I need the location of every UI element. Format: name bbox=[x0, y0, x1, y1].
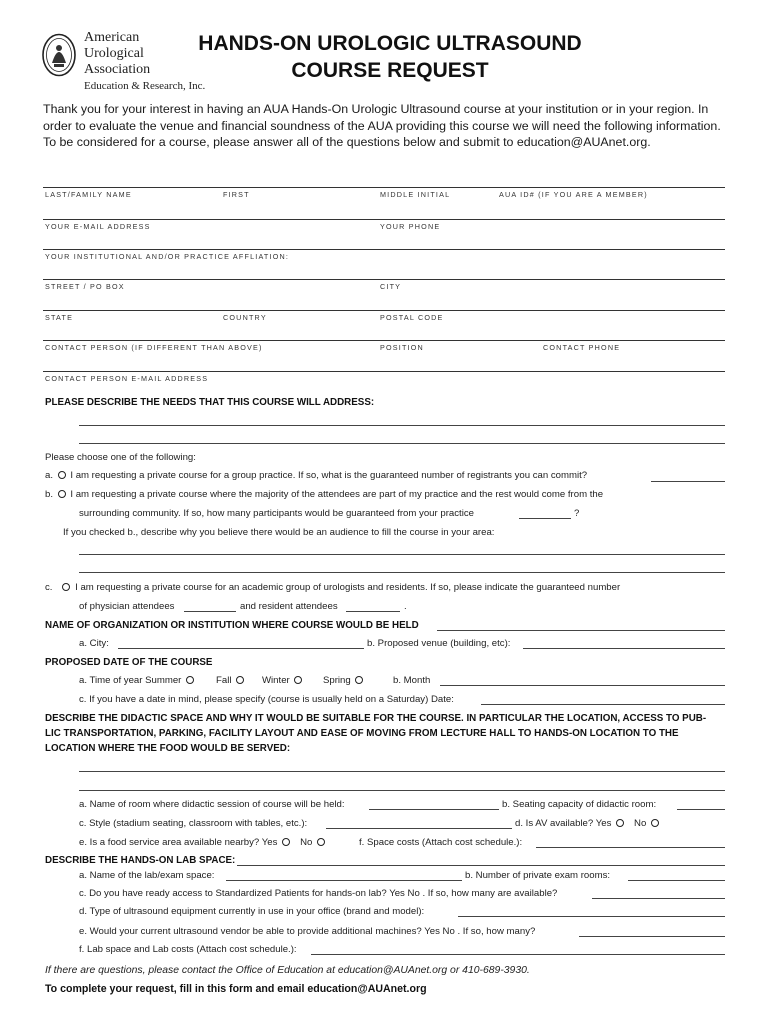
needs-answer-line[interactable] bbox=[79, 443, 725, 444]
date-heading: PROPOSED DATE OF THE COURSE bbox=[45, 657, 213, 668]
contact-email-label: CONTACT PERSON E-MAIL ADDRESS bbox=[45, 374, 209, 383]
equipment-blank[interactable] bbox=[458, 916, 725, 917]
resident-attendees-blank[interactable] bbox=[346, 611, 400, 612]
physician-attendees-label: of physician attendees bbox=[79, 601, 175, 612]
submit-instructions: To complete your request, fill in this form and email education@AUAnet.org bbox=[45, 983, 427, 995]
field-line[interactable] bbox=[43, 279, 725, 280]
aua-seal-icon bbox=[42, 33, 76, 77]
org-city-blank[interactable] bbox=[118, 648, 364, 649]
org-name: American Urological Association bbox=[84, 30, 151, 77]
choose-prompt: Please choose one of the following: bbox=[45, 452, 196, 463]
needs-answer-line[interactable] bbox=[79, 425, 725, 426]
physician-attendees-blank[interactable] bbox=[184, 611, 236, 612]
summer-radio[interactable] bbox=[186, 676, 194, 684]
org-name-blank[interactable] bbox=[437, 630, 725, 631]
field-line[interactable] bbox=[43, 340, 725, 341]
room-name-label: a. Name of room where didactic session of course will be held: bbox=[79, 799, 345, 810]
av-option: d. Is AV available? Yes No bbox=[515, 818, 661, 829]
option-b: b. I am requesting a private course where the majority of the attendees are part of my practice and the rest would come from the bbox=[45, 489, 604, 500]
style-blank[interactable] bbox=[326, 828, 512, 829]
exam-rooms-label: b. Number of private exam rooms: bbox=[465, 870, 611, 881]
av-no-radio[interactable] bbox=[651, 819, 659, 827]
didactic-heading-2: LIC TRANSPORTATION, PARKING, FACILITY LAYOUT AND EASE OF MOVING FROM LECTURE HALL TO HANDS-ON LOCATION TO THE bbox=[45, 728, 679, 739]
spring-radio[interactable] bbox=[355, 676, 363, 684]
option-c-radio[interactable] bbox=[62, 583, 70, 591]
specific-date-blank[interactable] bbox=[481, 704, 725, 705]
field-line[interactable] bbox=[43, 219, 725, 220]
patients-blank[interactable] bbox=[592, 898, 725, 899]
audience-answer-line[interactable] bbox=[79, 554, 725, 555]
specific-date-label: c. If you have a date in mind, please specify (course is usually held on a Saturday) Date: bbox=[79, 694, 454, 705]
option-b-radio[interactable] bbox=[58, 490, 66, 498]
middle-initial-label: MIDDLE INITIAL bbox=[380, 190, 451, 199]
option-c: c. I am requesting a private course for an academic group of urologists and residents. If so, please indicate the guaranteed number bbox=[45, 582, 621, 593]
option-b-why: If you checked b., describe why you believe there would be an audience to fill the course in your area: bbox=[63, 527, 495, 538]
postal-code-label: POSTAL CODE bbox=[380, 313, 444, 322]
contact-note: If there are questions, please contact the Office of Education at education@AUAnet.org or 410-689-3930. bbox=[45, 965, 530, 976]
phone-label: YOUR PHONE bbox=[380, 222, 441, 231]
registrants-blank[interactable] bbox=[651, 481, 725, 482]
exam-rooms-blank[interactable] bbox=[628, 880, 725, 881]
fall-option: Fall bbox=[216, 675, 246, 686]
didactic-answer-line[interactable] bbox=[79, 790, 725, 791]
aua-id-label: AUA ID# (IF YOU ARE A MEMBER) bbox=[499, 190, 648, 199]
lab-name-blank[interactable] bbox=[226, 880, 462, 881]
page-title: HANDS-ON UROLOGIC ULTRASOUND COURSE REQUEST bbox=[198, 32, 582, 82]
food-option: e. Is a food service area available nearby? Yes No bbox=[79, 837, 327, 848]
didactic-answer-line[interactable] bbox=[79, 771, 725, 772]
didactic-heading-3: LOCATION WHERE THE FOOD WOULD BE SERVED: bbox=[45, 743, 291, 754]
didactic-heading-1: DESCRIBE THE DIDACTIC SPACE AND WHY IT WOULD BE SUITABLE FOR THE COURSE. IN PARTICULAR THE LOCATION, ACCESS TO PUB- bbox=[45, 713, 707, 724]
patients-label: c. Do you have ready access to Standardized Patients for hands-on lab? Yes No . If so, how many are available? bbox=[79, 888, 558, 899]
participants-blank[interactable] bbox=[519, 518, 571, 519]
country-label: COUNTRY bbox=[223, 313, 267, 322]
spring-option: Spring bbox=[323, 675, 365, 686]
vendor-blank[interactable] bbox=[579, 936, 725, 937]
last-name-label: LAST/FAMILY NAME bbox=[45, 190, 132, 199]
audience-answer-line[interactable] bbox=[79, 572, 725, 573]
space-costs-label: f. Space costs (Attach cost schedule.): bbox=[359, 837, 523, 848]
capacity-label: b. Seating capacity of didactic room: bbox=[502, 799, 657, 810]
option-a: a. I am requesting a private course for a group practice. If so, what is the guaranteed number of registrants you can commit? bbox=[45, 470, 588, 481]
style-label: c. Style (stadium seating, classroom with tables, etc.): bbox=[79, 818, 308, 829]
first-name-label: FIRST bbox=[223, 190, 250, 199]
email-label: YOUR E-MAIL ADDRESS bbox=[45, 222, 151, 231]
state-label: STATE bbox=[45, 313, 74, 322]
needs-heading: PLEASE DESCRIBE THE NEEDS THAT THIS COURSE WILL ADDRESS: bbox=[45, 397, 375, 408]
contact-person-label: CONTACT PERSON (IF DIFFERENT THAN ABOVE) bbox=[45, 343, 263, 352]
contact-phone-label: CONTACT PHONE bbox=[543, 343, 621, 352]
lab-costs-blank[interactable] bbox=[311, 954, 725, 955]
org-subtitle: Education & Research, Inc. bbox=[84, 80, 206, 92]
lab-heading: DESCRIBE THE HANDS-ON LAB SPACE: bbox=[45, 855, 236, 866]
field-line[interactable] bbox=[43, 187, 725, 188]
option-c-period: . bbox=[404, 601, 407, 612]
lab-name-label: a. Name of the lab/exam space: bbox=[79, 870, 215, 881]
winter-radio[interactable] bbox=[294, 676, 302, 684]
street-label: STREET / PO BOX bbox=[45, 282, 125, 291]
lab-costs-label: f. Lab space and Lab costs (Attach cost schedule.): bbox=[79, 944, 297, 955]
field-line[interactable] bbox=[43, 310, 725, 311]
position-label: POSITION bbox=[380, 343, 424, 352]
vendor-label: e. Would your current ultrasound vendor be able to provide additional machines? Yes No . If so, how many? bbox=[79, 926, 536, 937]
fall-radio[interactable] bbox=[236, 676, 244, 684]
option-a-radio[interactable] bbox=[58, 471, 66, 479]
month-blank[interactable] bbox=[440, 685, 725, 686]
winter-option: Winter bbox=[262, 675, 304, 686]
av-yes-radio[interactable] bbox=[616, 819, 624, 827]
affiliation-label: YOUR INSTITUTIONAL AND/OR PRACTICE AFFLIATION: bbox=[45, 252, 290, 261]
city-label: CITY bbox=[380, 282, 402, 291]
lab-heading-blank[interactable] bbox=[237, 865, 725, 866]
intro-paragraph: Thank you for your interest in having an AUA Hands-On Urologic Ultrasound course at your institution or in your region. In order to evaluate the venue and financial soundness of the AUA providing this course we will need the following information. To be considered for a course, please answer all of the questions below and submit to education@AUAnet.org. bbox=[43, 102, 721, 149]
capacity-blank[interactable] bbox=[677, 809, 725, 810]
space-costs-blank[interactable] bbox=[536, 847, 725, 848]
room-name-blank[interactable] bbox=[369, 809, 499, 810]
org-city-label: a. City: bbox=[79, 638, 109, 649]
food-yes-radio[interactable] bbox=[282, 838, 290, 846]
field-line[interactable] bbox=[43, 249, 725, 250]
venue-blank[interactable] bbox=[523, 648, 725, 649]
food-no-radio[interactable] bbox=[317, 838, 325, 846]
resident-attendees-label: and resident attendees bbox=[240, 601, 338, 612]
equipment-label: d. Type of ultrasound equipment currently in use in your office (brand and model): bbox=[79, 906, 425, 917]
field-line[interactable] bbox=[43, 371, 725, 372]
option-b-qmark: ? bbox=[574, 508, 580, 519]
venue-label: b. Proposed venue (building, etc): bbox=[367, 638, 511, 649]
time-of-year: a. Time of year Summer bbox=[79, 675, 196, 686]
option-b-continued: surrounding community. If so, how many participants would be guaranteed from your practice bbox=[79, 508, 474, 519]
org-heading: NAME OF ORGANIZATION OR INSTITUTION WHERE COURSE WOULD BE HELD bbox=[45, 620, 419, 631]
month-label: b. Month bbox=[393, 675, 431, 686]
